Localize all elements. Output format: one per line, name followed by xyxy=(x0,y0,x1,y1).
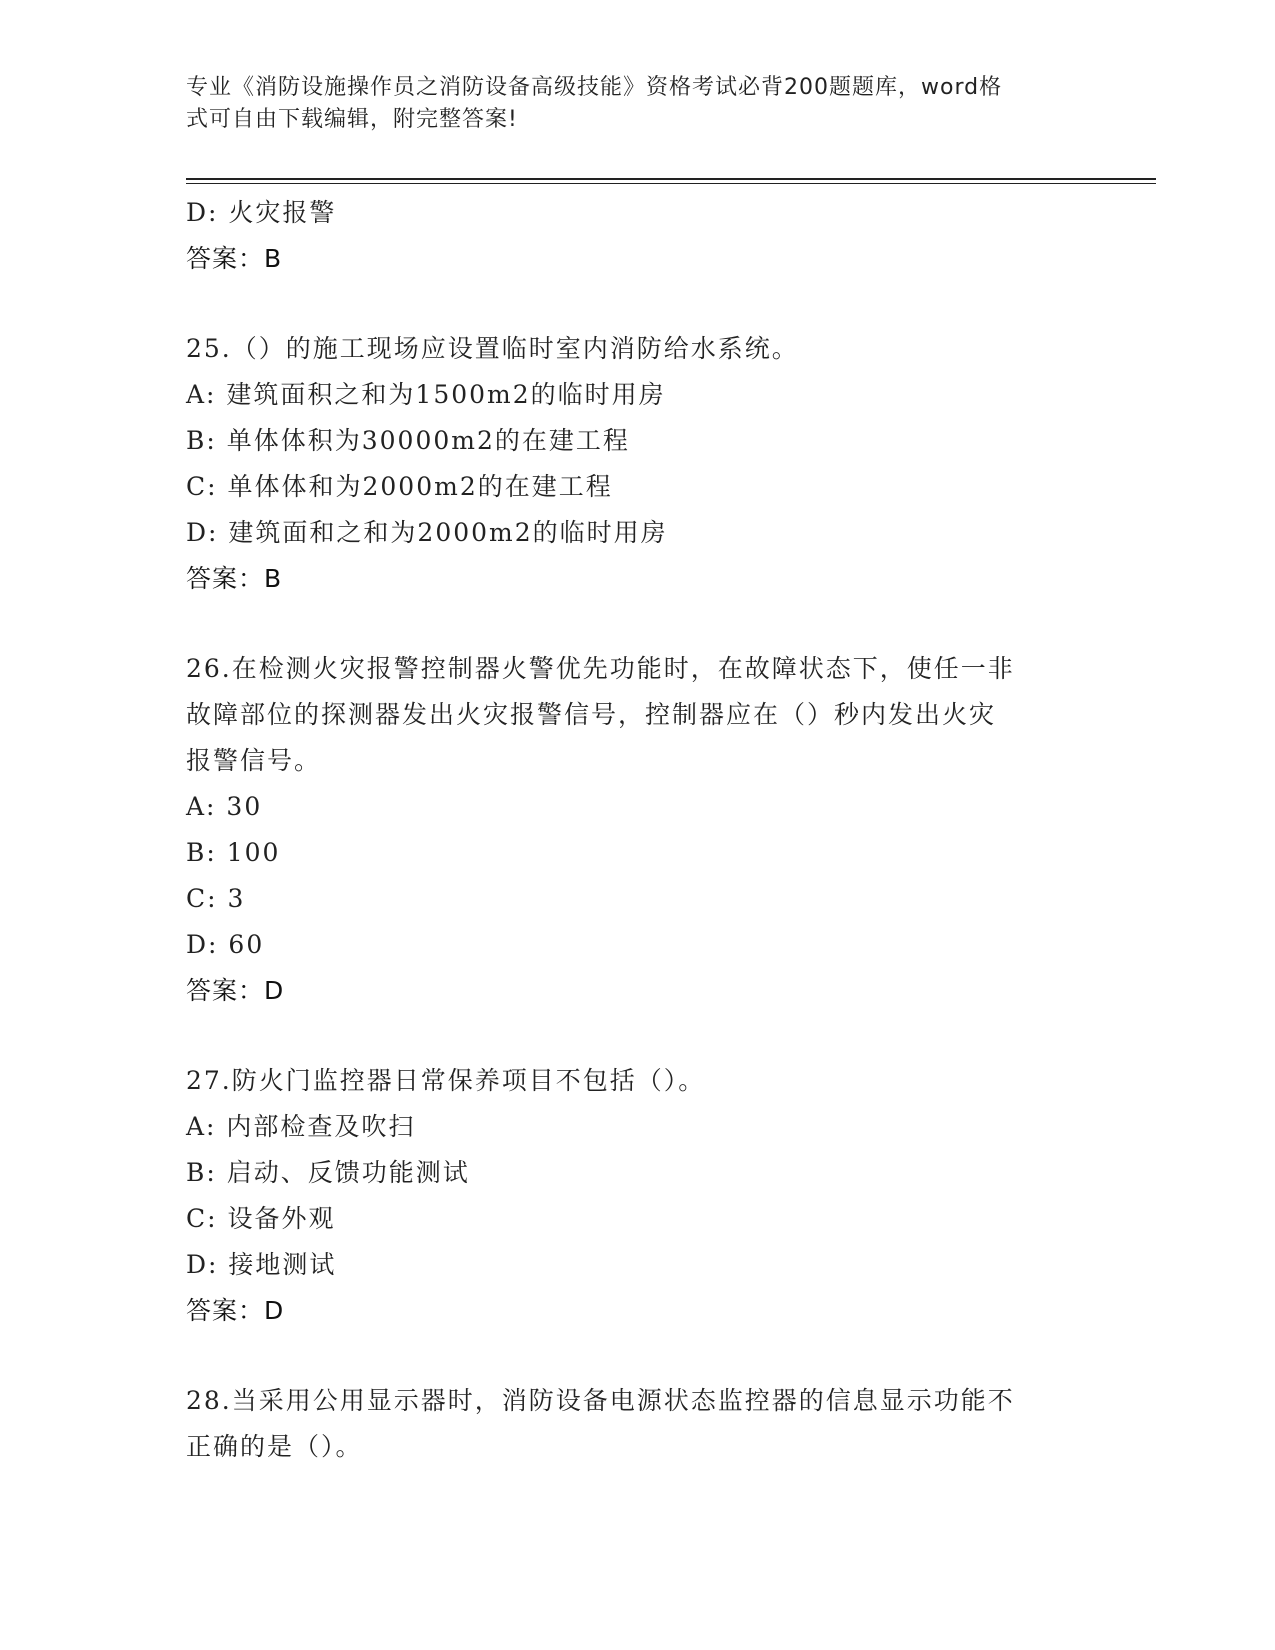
header-line-1: 专业《消防设施操作员之消防设备高级技能》资格考试必背200题题库，word格 xyxy=(186,75,1003,100)
question-text-line-3: 报警信号。 xyxy=(186,746,322,775)
answer: 答案：B xyxy=(186,564,283,593)
document-header xyxy=(186,72,1086,136)
answer: 答案：D xyxy=(186,1296,285,1325)
option-c: C: 单体体和为2000m2的在建工程 xyxy=(186,472,613,501)
option-b: B: 100 xyxy=(186,838,281,867)
question-text-line-1: 26.在检测火灾报警控制器火警优先功能时，在故障状态下，使任一非 xyxy=(186,654,1015,683)
option-a: A: 建筑面积之和为1500m2的临时用房 xyxy=(186,380,666,409)
answer: 答案：B xyxy=(186,244,283,273)
option-d: D: 火灾报警 xyxy=(186,198,337,227)
header-divider-thick xyxy=(186,178,1156,180)
question-text: 27.防火门监控器日常保养项目不包括（）。 xyxy=(186,1066,706,1095)
question-text: 25.（）的施工现场应设置临时室内消防给水系统。 xyxy=(186,334,799,363)
question-25 xyxy=(186,326,1086,602)
question-27 xyxy=(186,1058,1086,1334)
option-d: D: 60 xyxy=(186,930,265,959)
question-list xyxy=(186,190,1086,1470)
option-b: B: 单体体积为30000m2的在建工程 xyxy=(186,426,630,455)
question-text-line-1: 28.当采用公用显示器时，消防设备电源状态监控器的信息显示功能不 xyxy=(186,1386,1015,1415)
option-a: A: 内部检查及吹扫 xyxy=(186,1112,416,1141)
option-d: D: 建筑面和之和为2000m2的临时用房 xyxy=(186,518,668,547)
question-text-line-2: 正确的是（）。 xyxy=(186,1432,363,1461)
question-text-line-2: 故障部位的探测器发出火灾报警信号，控制器应在（）秒内发出火灾 xyxy=(186,700,997,729)
header-divider-thin xyxy=(186,183,1156,184)
question-28 xyxy=(186,1378,1086,1470)
header-line-2: 式可自由下载编辑，附完整答案! xyxy=(186,107,518,132)
option-d: D: 接地测试 xyxy=(186,1250,337,1279)
option-c: C: 3 xyxy=(186,884,246,913)
question-26 xyxy=(186,646,1086,1014)
previous-question-tail xyxy=(186,190,1086,282)
option-a: A: 30 xyxy=(186,792,263,821)
answer: 答案：D xyxy=(186,976,285,1005)
option-b: B: 启动、反馈功能测试 xyxy=(186,1158,470,1187)
option-c: C: 设备外观 xyxy=(186,1204,336,1233)
